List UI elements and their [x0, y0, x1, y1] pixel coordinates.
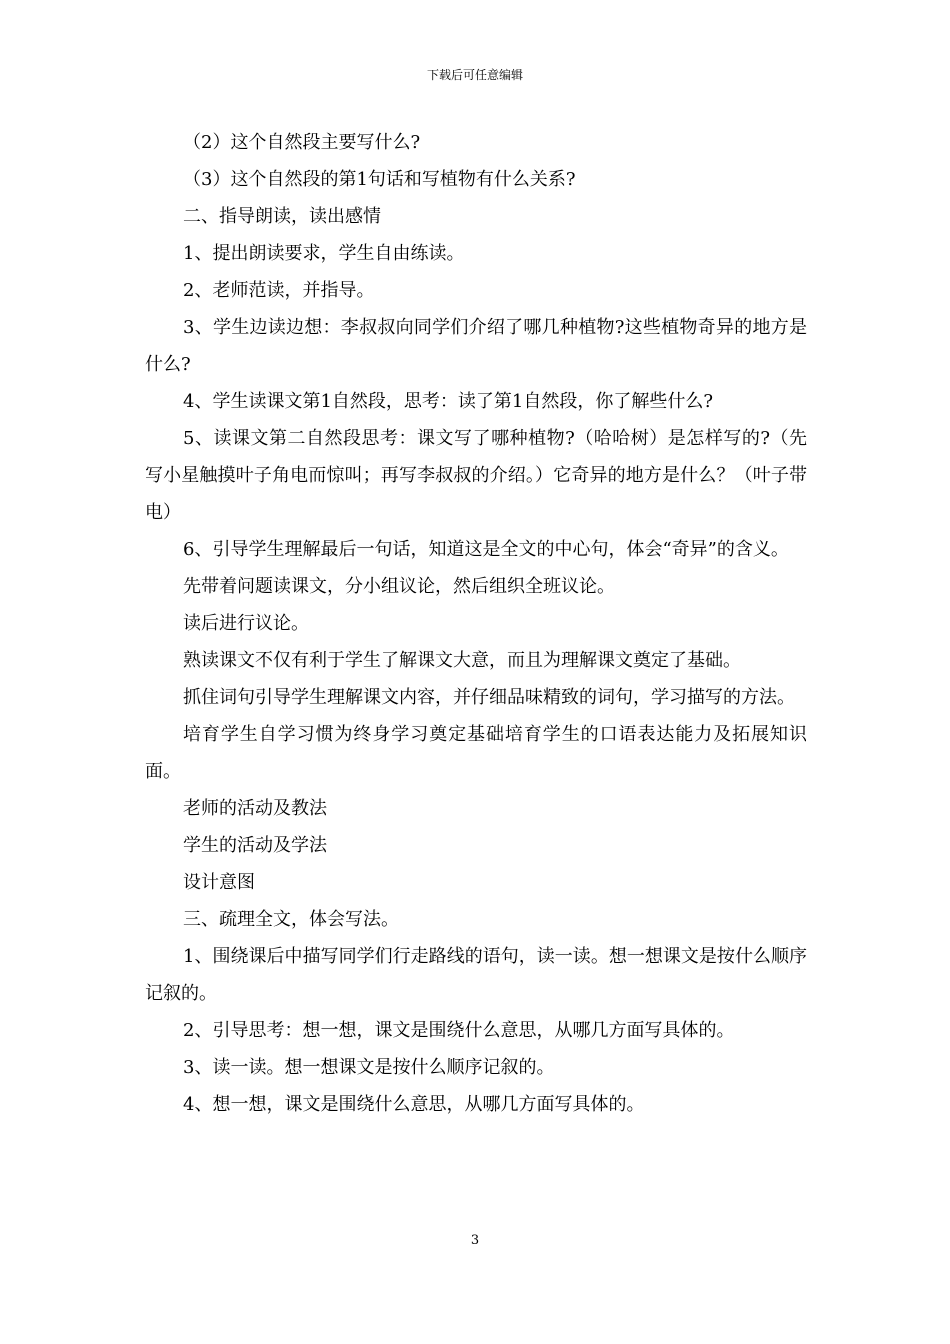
paragraph: 设计意图	[183, 872, 255, 893]
page-number: 3	[470, 1233, 480, 1248]
paragraph: 老师的活动及教法	[183, 798, 327, 819]
paragraph: 4、学生读课文第1自然段，思考：读了第1自然段，你了解些什么?	[183, 391, 714, 412]
paragraph: 5、读课文第二自然段思考：课文写了哪种植物?（哈哈树）是怎样写的?（先写小星触摸叶子角电而惊叫；再写李叔叔的介绍。）它奇异的地方是什么？（叶子带电）	[145, 428, 807, 523]
paragraph: 抓住词句引导学生理解课文内容，并仔细品味精致的词句，学习描写的方法。	[183, 687, 795, 708]
page-header: 下载后可任意编辑	[426, 68, 523, 82]
paragraph: 读后进行议论。	[183, 613, 309, 634]
section-heading: 三、疏理全文，体会写法。	[183, 909, 399, 930]
paragraph: （2）这个自然段主要写什么?	[183, 132, 421, 153]
paragraph: 1、提出朗读要求，学生自由练读。	[183, 243, 465, 264]
paragraph: 1、围绕课后中描写同学们行走路线的语句，读一读。想一想课文是按什么顺序记叙的。	[145, 946, 807, 1004]
document-body	[145, 124, 807, 1123]
paragraph: 熟读课文不仅有利于学生了解课文大意，而且为理解课文奠定了基础。	[183, 650, 741, 671]
paragraph: 2、老师范读，并指导。	[183, 280, 375, 301]
paragraph: 3、读一读。想一想课文是按什么顺序记叙的。	[183, 1057, 555, 1078]
paragraph: 4、想一想，课文是围绕什么意思，从哪几方面写具体的。	[183, 1094, 645, 1115]
paragraph: 3、学生边读边想：李叔叔向同学们介绍了哪几种植物?这些植物奇异的地方是什么?	[145, 317, 807, 375]
paragraph: （3）这个自然段的第1句话和写植物有什么关系?	[183, 169, 576, 190]
paragraph: 先带着问题读课文，分小组议论，然后组织全班议论。	[183, 576, 615, 597]
paragraph: 6、引导学生理解最后一句话，知道这是全文的中心句，体会“奇异”的含义。	[183, 539, 789, 560]
section-heading: 二、指导朗读，读出感情	[183, 206, 381, 227]
paragraph: 培育学生自学习惯为终身学习奠定基础培育学生的口语表达能力及拓展知识面。	[145, 724, 807, 782]
paragraph: 2、引导思考：想一想，课文是围绕什么意思，从哪几方面写具体的。	[183, 1020, 735, 1041]
paragraph: 学生的活动及学法	[183, 835, 327, 856]
